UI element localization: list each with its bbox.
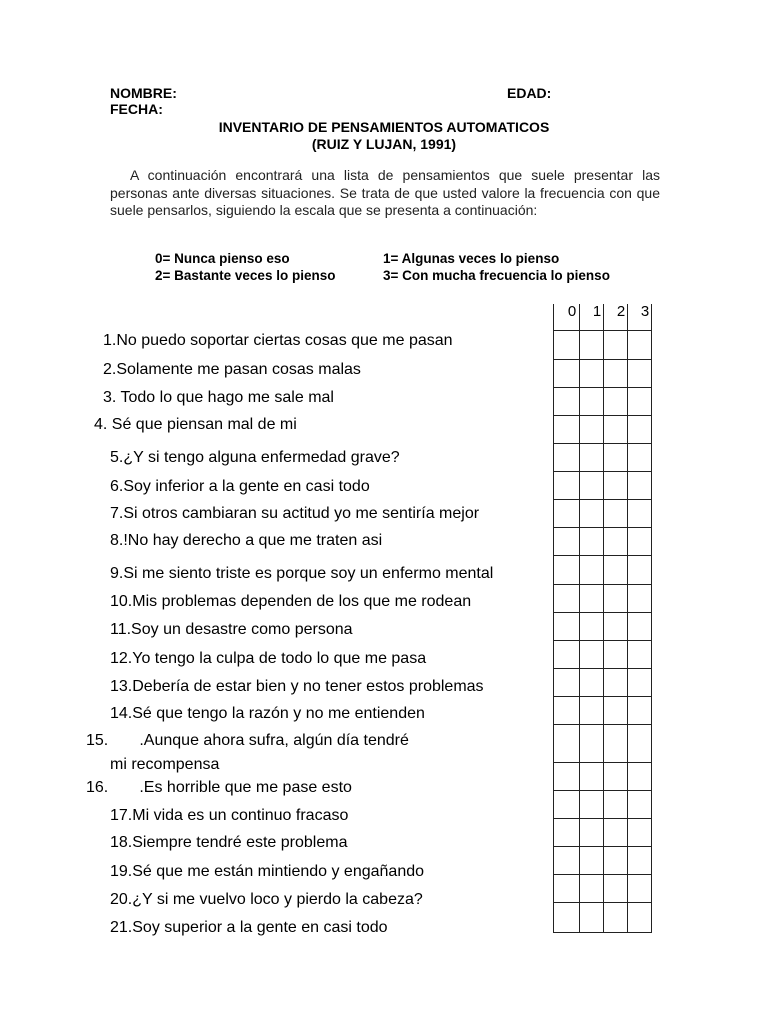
list-item: 7.Si otros cambiaran su actitud yo me sentiría mejor	[110, 505, 480, 522]
list-item: 20.¿Y si me vuelvo loco y pierdo la cabeza?	[110, 891, 423, 908]
list-item: 8.!No hay derecho a que me traten asi	[110, 532, 383, 549]
grid-line	[579, 304, 580, 933]
scale-item-3: 3= Con mucha frecuencia lo pienso	[383, 268, 610, 283]
list-item: 11.Soy un desastre como persona	[110, 621, 353, 638]
grid-line	[627, 304, 628, 933]
grid-line	[553, 724, 651, 725]
grid-line	[553, 527, 651, 528]
grid-line	[553, 471, 651, 472]
instructions-paragraph	[110, 167, 660, 220]
list-item: 13.Debería de estar bien y no tener estos problemas	[110, 678, 484, 695]
grid-line	[553, 932, 651, 933]
grid-line	[553, 790, 651, 791]
grid-line	[553, 902, 651, 903]
column-header-1: 1	[592, 303, 602, 320]
document-subtitle: (RUIZ Y LUJAN, 1991)	[311, 136, 457, 152]
list-item: 5.¿Y si tengo alguna enfermedad grave?	[110, 449, 400, 466]
list-item: 18.Siempre tendré este problema	[110, 834, 348, 851]
list-item: 10.Mis problemas dependen de los que me rodean	[110, 593, 472, 610]
list-item: 14.Sé que tengo la razón y no me entienden	[110, 705, 425, 722]
grid-line	[651, 304, 652, 933]
list-item: 12.Yo tengo la culpa de todo lo que me pasa	[110, 650, 427, 667]
grid-line	[553, 330, 651, 331]
column-header-2: 2	[616, 303, 626, 320]
grid-line	[553, 874, 651, 875]
grid-line	[553, 499, 651, 500]
list-item: 2.Solamente me pasan cosas malas	[103, 361, 361, 378]
grid-line	[553, 359, 651, 360]
age-label: EDAD:	[507, 85, 552, 101]
grid-line	[603, 304, 604, 933]
grid-line	[553, 304, 554, 933]
grid-line	[553, 612, 651, 613]
list-item: 1.No puedo soportar ciertas cosas que me pasan	[103, 332, 453, 349]
scale-item-2: 2= Bastante veces lo pienso	[155, 268, 336, 283]
list-item: 19.Sé que me están mintiendo y engañando	[110, 863, 425, 880]
grid-line	[553, 415, 651, 416]
grid-line	[553, 640, 651, 641]
date-label: FECHA:	[110, 101, 163, 117]
name-label: NOMBRE:	[110, 85, 177, 101]
list-item: 6.Soy inferior a la gente en casi todo	[110, 478, 370, 495]
grid-line	[553, 443, 651, 444]
grid-line	[553, 846, 651, 847]
column-header-0: 0	[567, 303, 577, 320]
list-item: 21.Soy superior a la gente en casi todo	[110, 919, 388, 936]
instructions-text: A continuación encontrará una lista de pensamientos que suele presentar las personas ante diversas situaciones. Se trata de que usted valore la frecuencia con que suele pensarlos, siguiendo la escala que se presenta a continuación:	[110, 167, 660, 218]
document-title: INVENTARIO DE PENSAMIENTOS AUTOMATICOS	[218, 119, 550, 135]
list-item: 16. .Es horrible que me pase esto	[86, 779, 352, 796]
list-item: 17.Mi vida es un continuo fracaso	[110, 807, 349, 824]
grid-line	[553, 387, 651, 388]
list-item: mi recompensa	[110, 756, 220, 773]
grid-line	[553, 696, 651, 697]
list-item: 3. Todo lo que hago me sale mal	[103, 389, 334, 406]
column-header-3: 3	[640, 303, 650, 320]
grid-line	[553, 555, 651, 556]
grid-line	[553, 762, 651, 763]
list-item: 15. .Aunque ahora sufra, algún día tendré	[86, 732, 409, 749]
list-item: 9.Si me siento triste es porque soy un enfermo mental	[110, 565, 494, 582]
grid-line	[553, 818, 651, 819]
scale-item-0: 0= Nunca pienso eso	[155, 251, 290, 266]
list-item: 4. Sé que piensan mal de mi	[94, 416, 297, 433]
scale-item-1: 1= Algunas veces lo pienso	[383, 251, 560, 266]
grid-line	[553, 668, 651, 669]
grid-line	[553, 584, 651, 585]
